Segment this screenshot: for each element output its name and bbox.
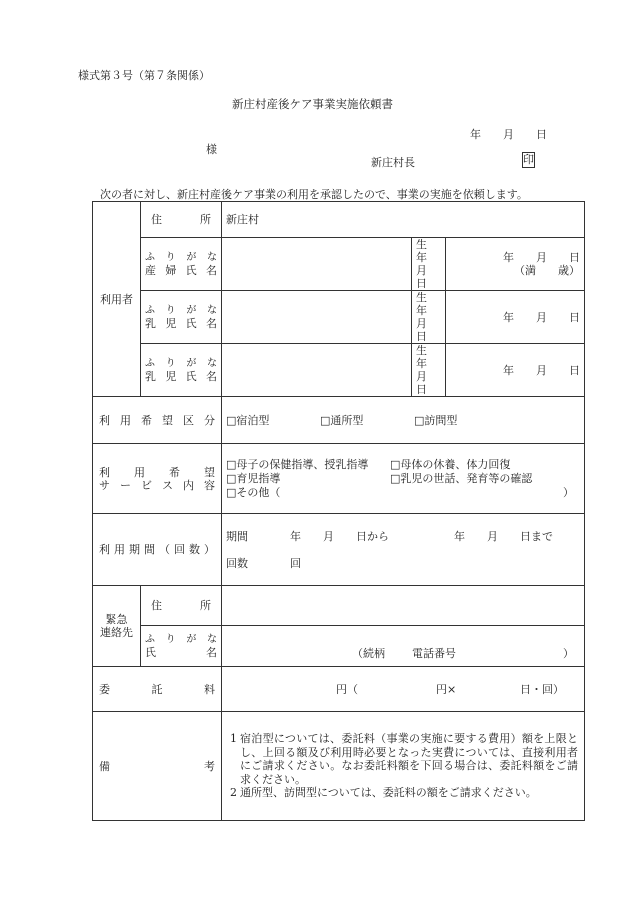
intro-text: 次の者に対し、新庄村産後ケア事業の利用を承認したので、事業の実施を依頼します。 <box>100 188 528 201</box>
fee-label: 委託料 <box>93 667 222 712</box>
remarks-label: 備考 <box>93 712 222 821</box>
service-opt-rest[interactable]: □母体の休養、体力回復 <box>390 457 511 471</box>
usage-type-options <box>222 397 585 444</box>
mother-birth-label: 生 年 月 日 <box>412 238 446 291</box>
service-options <box>222 444 585 514</box>
infant2-birth-label: 生 年 月 日 <box>412 344 446 397</box>
remarks-item-1: 宿泊型については、委託料（事業の実施に要する費用）額を上限とし、上回る額及び利用時必要となった実費については、直接利用者にご請求ください。なお委託料額を下回る場合は、委託料額をご請求ください。 <box>240 732 578 786</box>
fee-field[interactable]: 円（ 円× 日・回） <box>222 667 585 712</box>
emergency-address-label: 住 所 <box>141 586 222 626</box>
emergency-name-label: ふ り が な 氏 名 <box>141 626 222 667</box>
addressee-suffix: 様 <box>206 143 217 156</box>
emergency-name-field[interactable]: （続柄 電話番号 ） <box>222 626 585 667</box>
period-count-unit: 回 <box>290 556 301 570</box>
usage-option-daycare[interactable]: □通所型 <box>320 413 364 427</box>
infant2-name-field[interactable] <box>222 344 412 397</box>
infant2-birth-field[interactable]: 年 月 日 <box>446 344 585 397</box>
period-from: 年 月 日から <box>290 529 389 543</box>
form-number: 様式第３号（第７条関係） <box>78 69 210 82</box>
user-group-label: 利用者 <box>93 202 141 397</box>
remarks-content: 1 宿泊型については、委託料（事業の実施に要する費用）額を上限とし、上回る額及び利用時必要となった実費については、直接利用者にご請求ください。なお委託料額を下回る場合は、委託料額をご請求ください。 2 通所型、訪問型については、委託料の額をご請求ください。 <box>222 712 585 821</box>
period-label: 利用期間（回数） <box>93 514 222 586</box>
remarks-item-2: 通所型、訪問型については、委託料の額をご請求ください。 <box>240 786 537 800</box>
issuer: 新庄村長 <box>371 156 415 169</box>
emergency-phone: 電話番号 <box>412 647 456 660</box>
usage-option-stay[interactable]: □宿泊型 <box>226 413 270 427</box>
service-opt-other[interactable]: □その他（ <box>226 485 281 499</box>
usage-type-label: 利用希望区分 <box>93 397 222 444</box>
service-other-close: ） <box>563 485 574 499</box>
mother-name-field[interactable] <box>222 238 412 291</box>
infant1-name-field[interactable] <box>222 291 412 344</box>
period-to: 年 月 日まで <box>454 529 553 543</box>
user-address-value[interactable]: 新庄村 <box>222 202 585 238</box>
infant1-birth-field[interactable]: 年 月 日 <box>446 291 585 344</box>
infant1-name-label: ふ り が な 乳 児 氏 名 <box>141 291 222 344</box>
period-field[interactable]: 期間 年 月 日から 年 月 日まで 回数 回 <box>222 514 585 586</box>
usage-option-visit[interactable]: □訪問型 <box>414 413 458 427</box>
service-opt-infant-care[interactable]: □乳児の世話、発育等の確認 <box>390 471 533 485</box>
service-opt-guidance[interactable]: □母子の保健指導、授乳指導 <box>226 457 369 471</box>
infant1-birth-label: 生 年 月 日 <box>412 291 446 344</box>
seal-mark <box>522 152 535 168</box>
date-line: 年 月 日 <box>470 128 547 141</box>
user-address-label: 住 所 <box>141 202 222 238</box>
service-opt-childcare[interactable]: □育児指導 <box>226 471 281 485</box>
seal-text: 印 <box>523 153 534 166</box>
mother-birth-field[interactable]: 年 月 日 （満 歳） <box>446 238 585 291</box>
mother-name-label: ふ り が な 産 婦 氏 名 <box>141 238 222 291</box>
request-form-table <box>92 201 585 821</box>
emergency-relation: （続柄 <box>352 647 385 660</box>
infant2-name-label: ふ り が な 乳 児 氏 名 <box>141 344 222 397</box>
emergency-label: 緊急 連絡先 <box>93 586 141 667</box>
document-title: 新庄村産後ケア事業実施依頼書 <box>232 97 393 111</box>
service-label: 利用希望 サービス内容 <box>93 444 222 514</box>
emergency-address-field[interactable] <box>222 586 585 626</box>
